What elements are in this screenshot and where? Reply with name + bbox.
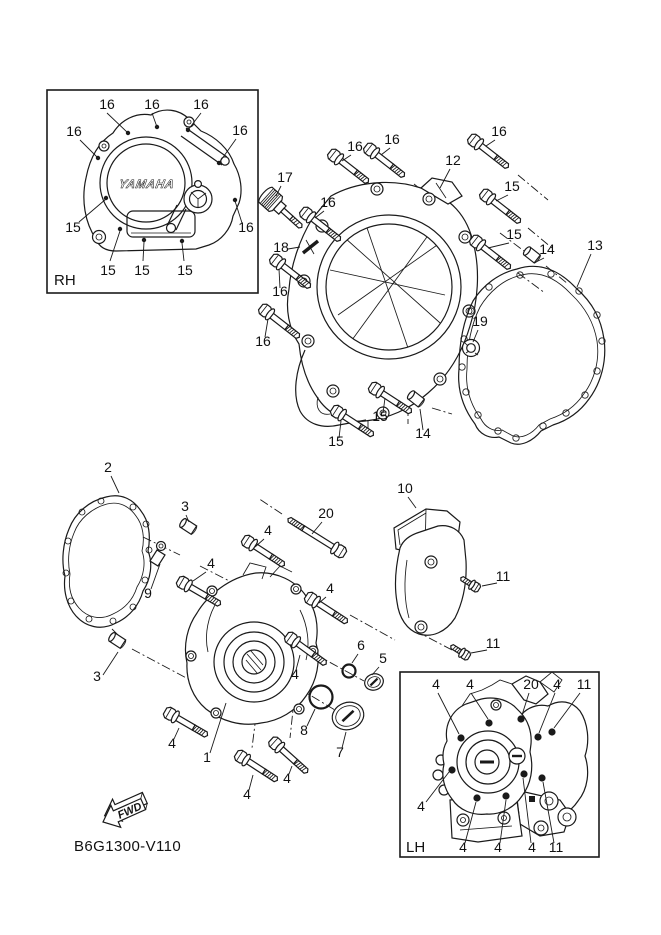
callout-8: 8	[300, 722, 308, 738]
dowel-pin-3	[107, 632, 126, 649]
rh-inset-view	[47, 90, 258, 293]
timing-cap-7	[328, 698, 367, 734]
callout-17: 17	[277, 169, 293, 185]
callout-15: 15	[134, 262, 150, 278]
callout-3: 3	[93, 668, 101, 684]
callout-19: 19	[472, 313, 488, 329]
callout-3: 3	[181, 498, 189, 514]
callout-4: 4	[494, 839, 502, 855]
sprocket-cover-part	[394, 509, 466, 635]
callout-16: 16	[384, 131, 400, 147]
callout-5: 5	[379, 650, 387, 666]
callout-15: 15	[504, 178, 520, 194]
callout-6: 6	[357, 637, 365, 653]
bolt-4	[240, 533, 288, 571]
fwd-label: FWD	[116, 800, 144, 822]
callout-20: 20	[318, 505, 334, 521]
callout-4: 4	[553, 676, 561, 692]
callout-13: 13	[587, 237, 603, 253]
bolt-20	[284, 513, 348, 560]
callout-4: 4	[528, 839, 536, 855]
callout-15: 15	[177, 262, 193, 278]
callout-16: 16	[491, 123, 507, 139]
clutch-cover-gasket	[459, 266, 606, 444]
callout-16: 16	[232, 122, 248, 138]
callout-14: 14	[415, 425, 431, 441]
yamaha-logo: YAMAHA	[117, 177, 176, 191]
callout-11: 11	[485, 635, 501, 651]
callout-16: 16	[238, 219, 254, 235]
clutch-cover-exploded	[255, 123, 605, 449]
callout-9: 9	[144, 585, 152, 601]
callout-7: 7	[336, 744, 344, 760]
callout-16: 16	[255, 333, 271, 349]
callout-15: 15	[372, 408, 388, 424]
callout-11: 11	[548, 839, 564, 855]
callout-4: 4	[283, 770, 291, 786]
callout-4: 4	[207, 555, 215, 571]
callout-15: 15	[506, 226, 522, 242]
callout-11: 11	[576, 676, 592, 692]
lh-label: LH	[406, 839, 426, 856]
lh-cover-drawing	[433, 672, 588, 842]
callout-15: 15	[65, 219, 81, 235]
callout-14: 14	[539, 241, 555, 257]
callout-4: 4	[291, 666, 299, 682]
callout-16: 16	[320, 194, 336, 210]
callout-1: 1	[203, 749, 211, 765]
callout-11: 11	[495, 568, 511, 584]
callout-16: 16	[99, 96, 115, 112]
callout-10: 10	[397, 480, 413, 496]
clamp-9	[150, 542, 166, 567]
callout-18: 18	[273, 239, 289, 255]
callout-4: 4	[326, 580, 334, 596]
fwd-direction-arrow	[96, 787, 152, 833]
callout-16: 16	[193, 96, 209, 112]
callout-16: 16	[144, 96, 160, 112]
plug-screw-5	[362, 671, 385, 693]
callout-15: 15	[100, 262, 116, 278]
bolt-4	[233, 748, 281, 786]
callout-16: 16	[347, 138, 363, 154]
callout-4: 4	[264, 522, 272, 538]
callout-4: 4	[466, 676, 474, 692]
callout-4: 4	[417, 798, 425, 814]
generator-cover-gasket	[63, 496, 152, 627]
gasket-holes	[459, 271, 605, 441]
callout-12: 12	[445, 152, 461, 168]
lh-inset-view	[400, 672, 599, 857]
callout-4: 4	[459, 839, 467, 855]
callout-16: 16	[66, 123, 82, 139]
callout-4: 4	[168, 735, 176, 751]
o-ring-6	[343, 665, 356, 678]
seal-19	[463, 340, 480, 357]
figure-code: B6G1300-V110	[74, 838, 182, 855]
callout-4: 4	[432, 676, 440, 692]
callout-4: 4	[243, 786, 251, 802]
screw-11	[448, 641, 472, 661]
callout-2: 2	[104, 459, 112, 475]
rh-label: RH	[54, 272, 76, 289]
callout-20: 20	[523, 676, 539, 692]
callout-15: 15	[328, 433, 344, 449]
callout-16: 16	[272, 283, 288, 299]
oil-dipstick-17	[257, 185, 309, 234]
rh-cover-drawing	[84, 110, 241, 251]
